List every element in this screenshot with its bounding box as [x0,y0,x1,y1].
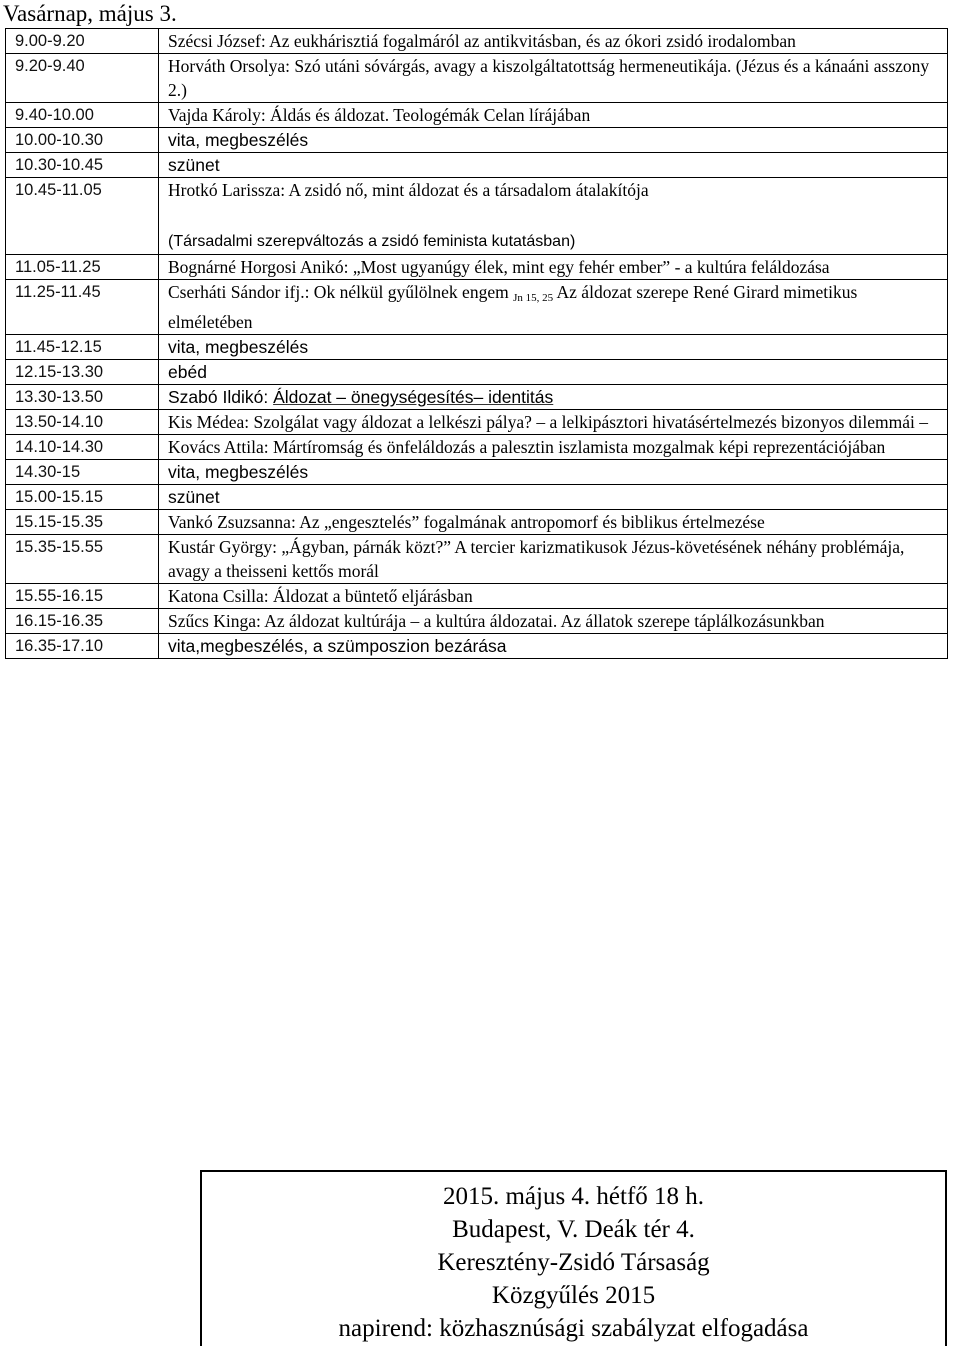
talk-cell: Horváth Orsolya: Szó utáni sóvárgás, avagy a kiszolgáltatottság hermeneutikája. (Jézus és a kánaáni asszony 2.) [159,54,948,103]
table-row [6,584,948,609]
table-row [6,29,948,54]
day-title: Vasárnap, május 3. [3,1,177,26]
time-cell: 13.50-14.10 [6,410,159,435]
time-cell: 15.55-16.15 [6,584,159,609]
table-row [6,255,948,280]
talk-cell: Szűcs Kinga: Az áldozat kultúrája – a kultúra áldozatai. Az állatok szerepe táplálkozásunkban [159,609,948,634]
table-row [6,54,948,103]
talk-cell: szünet [159,485,948,510]
talk-cell: szünet [159,153,948,178]
schedule-table [5,28,948,659]
table-row [6,535,948,584]
talk-cell [159,385,948,410]
time-cell: 10.30-10.45 [6,153,159,178]
time-cell: 15.15-15.35 [6,510,159,535]
time-cell: 11.45-12.15 [6,335,159,360]
table-row [6,153,948,178]
time-cell: 12.15-13.30 [6,360,159,385]
talk-cell [159,178,948,255]
time-cell: 14.10-14.30 [6,435,159,460]
table-row [6,280,948,335]
talk-title: Áldozat – önegységesítés– identitás [273,387,554,407]
table-row [6,609,948,634]
talk-title: Cserháti Sándor ifj.: Ok nélkül gyűlölnek engem [168,282,509,302]
time-cell: 14.30-15 [6,460,159,485]
talk-cell: Bognárné Horgosi Anikó: „Most ugyanúgy élek, mint egy fehér ember” - a kultúra feláldozása [159,255,948,280]
talk-cell: Szécsi József: Az eukhárisztiá fogalmáról az antikvitásban, és az ókori zsidó irodalomban [159,29,948,54]
talk-cell: Katona Csilla: Áldozat a büntető eljárásban [159,584,948,609]
table-row [6,335,948,360]
time-cell: 15.00-15.15 [6,485,159,510]
talk-cell: vita, megbeszélés [159,128,948,153]
time-cell: 16.35-17.10 [6,634,159,659]
talk-cell: Kustár György: „Ágyban, párnák közt?” A tercier karizmatikusok Jézus-követésének néhány problémája, avagy a theisseni kettős morál [159,535,948,584]
time-cell: 15.35-15.55 [6,535,159,584]
talk-subtitle: (Társadalmi szerepváltozás a zsidó feminista kutatásban) [168,233,576,250]
time-cell: 9.40-10.00 [6,103,159,128]
time-cell: 10.45-11.05 [6,178,159,255]
table-row [6,435,948,460]
announcement-event: Közgyűlés 2015 [491,1282,656,1309]
talk-cell [159,280,948,335]
time-cell: 11.05-11.25 [6,255,159,280]
talk-cell: Kis Médea: Szolgálat vagy áldozat a lelkészi pálya? – a lelkipásztori hivatásértelmezés bizonyos dilemmái – [159,410,948,435]
table-row [6,128,948,153]
announcement-agenda: napirend: közhasznúsági szabályzat elfogadása [338,1315,809,1342]
time-cell: 13.30-13.50 [6,385,159,410]
talk-cell: ebéd [159,360,948,385]
time-cell: 9.00-9.20 [6,29,159,54]
talk-subtitle: Az áldozat szerepe René Girard mimetikus elméletében [168,282,858,332]
time-cell: 9.20-9.40 [6,54,159,103]
table-row [6,634,948,659]
talk-cell: Vankó Zsuzsanna: Az „engesztelés” fogalmának antropomorf és biblikus értelmezése [159,510,948,535]
bible-reference: Jn 15, 25 [513,292,554,304]
table-row [6,385,948,410]
talk-cell: Kovács Attila: Mártíromság és önfeláldozás a palesztin iszlamista mozgalmak képi reprezentációjában [159,435,948,460]
table-row [6,360,948,385]
time-cell: 16.15-16.35 [6,609,159,634]
table-row [6,485,948,510]
announcement-box [200,1170,947,1346]
announcement-address: Budapest, V. Deák tér 4. [452,1216,695,1243]
table-row [6,410,948,435]
table-row [6,178,948,255]
talk-cell: vita, megbeszélés [159,335,948,360]
announcement-organization: Keresztény-Zsidó Társaság [437,1249,710,1276]
talk-title: Hrotkó Larissza: A zsidó nő, mint áldozat és a társadalom átalakítója [168,180,649,200]
talk-cell: Vajda Károly: Áldás és áldozat. Teologémák Celan lírájában [159,103,948,128]
talk-cell: vita, megbeszélés [159,460,948,485]
table-row [6,460,948,485]
time-cell: 11.25-11.45 [6,280,159,335]
time-cell: 10.00-10.30 [6,128,159,153]
announcement-date: 2015. május 4. hétfő 18 h. [442,1183,705,1210]
talk-author: Szabó Ildikó: [168,387,274,407]
table-row [6,103,948,128]
talk-cell: vita,megbeszélés, a szümposzion bezárása [159,634,948,659]
table-row [6,510,948,535]
